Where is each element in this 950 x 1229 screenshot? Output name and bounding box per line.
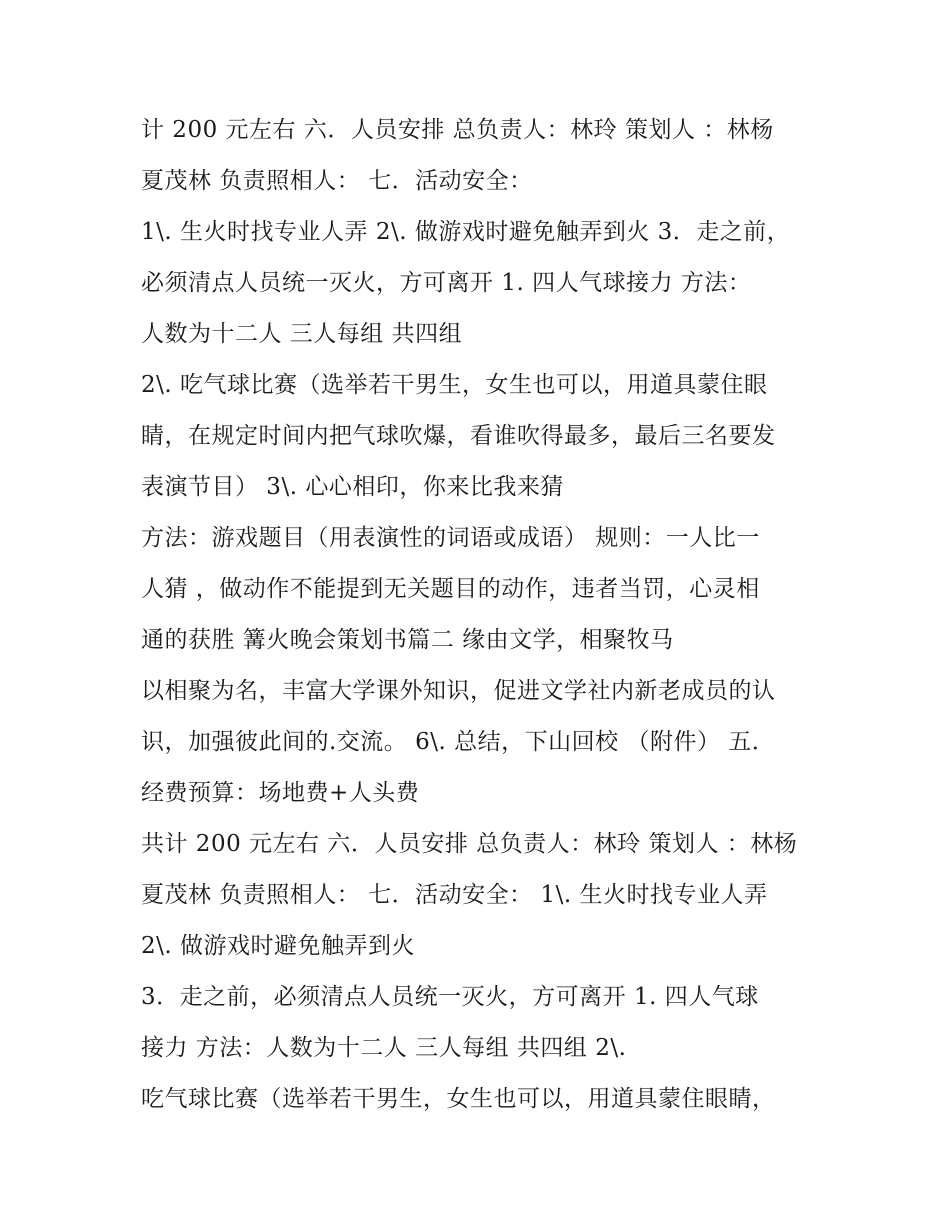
text-line: 计 200 元左右 六．人员安排 总负责人：林玲 策划人 ：林杨 [141, 117, 774, 143]
text-line: 夏茂林 负责照相人： 七．活动安全： [141, 168, 533, 194]
text-line: 经费预算：场地费+人头费 [141, 780, 420, 806]
text-line: 人猜 ，做动作不能提到无关题目的动作，违者当罚，心灵相 [141, 576, 760, 602]
text-line: 通的获胜 篝火晚会策划书篇二 缘由文学，相聚牧马 [141, 627, 674, 653]
text-line: 睛，在规定时间内把气球吹爆，看谁吹得最多，最后三名要发 [141, 423, 776, 449]
text-line: 吃气球比赛（选举若干男生，女生也可以，用道具蒙住眼睛， [141, 1086, 776, 1112]
text-line: 共计 200 元左右 六．人员安排 总负责人：林玲 策划人 ：林杨 [141, 831, 798, 857]
text-line: 以相聚为名，丰富大学课外知识，促进文学社内新老成员的认 [141, 678, 776, 704]
text-line: 方法：游戏题目（用表演性的词语或成语） 规则：一人比一 [141, 525, 760, 551]
text-line: 识，加强彼此间的.交流。 6\. 总结，下山回校 （附件） 五． [141, 729, 776, 755]
text-line: 2\. 吃气球比赛（选举若干男生，女生也可以，用道具蒙住眼 [141, 372, 768, 398]
text-line: 2\. 做游戏时避免触弄到火 [141, 933, 416, 959]
text-line: 3．走之前，必须清点人员统一灭火，方可离开 1. 四人气球 [141, 984, 759, 1010]
text-line: 夏茂林 负责照相人： 七．活动安全： 1\. 生火时找专业人弄 [141, 882, 768, 908]
text-line: 必须清点人员统一灭火，方可离开 1. 四人气球接力 方法： [141, 270, 752, 296]
text-line: 人数为十二人 三人每组 共四组 [141, 321, 463, 347]
text-line: 接力 方法：人数为十二人 三人每组 共四组 2\. [141, 1035, 627, 1061]
text-line: 1\. 生火时找专业人弄 2\. 做游戏时避免触弄到火 3．走之前， [141, 219, 791, 245]
document-body [141, 105, 821, 1125]
text-line: 表演节目） 3\. 心心相印，你来比我来猜 [141, 474, 564, 500]
